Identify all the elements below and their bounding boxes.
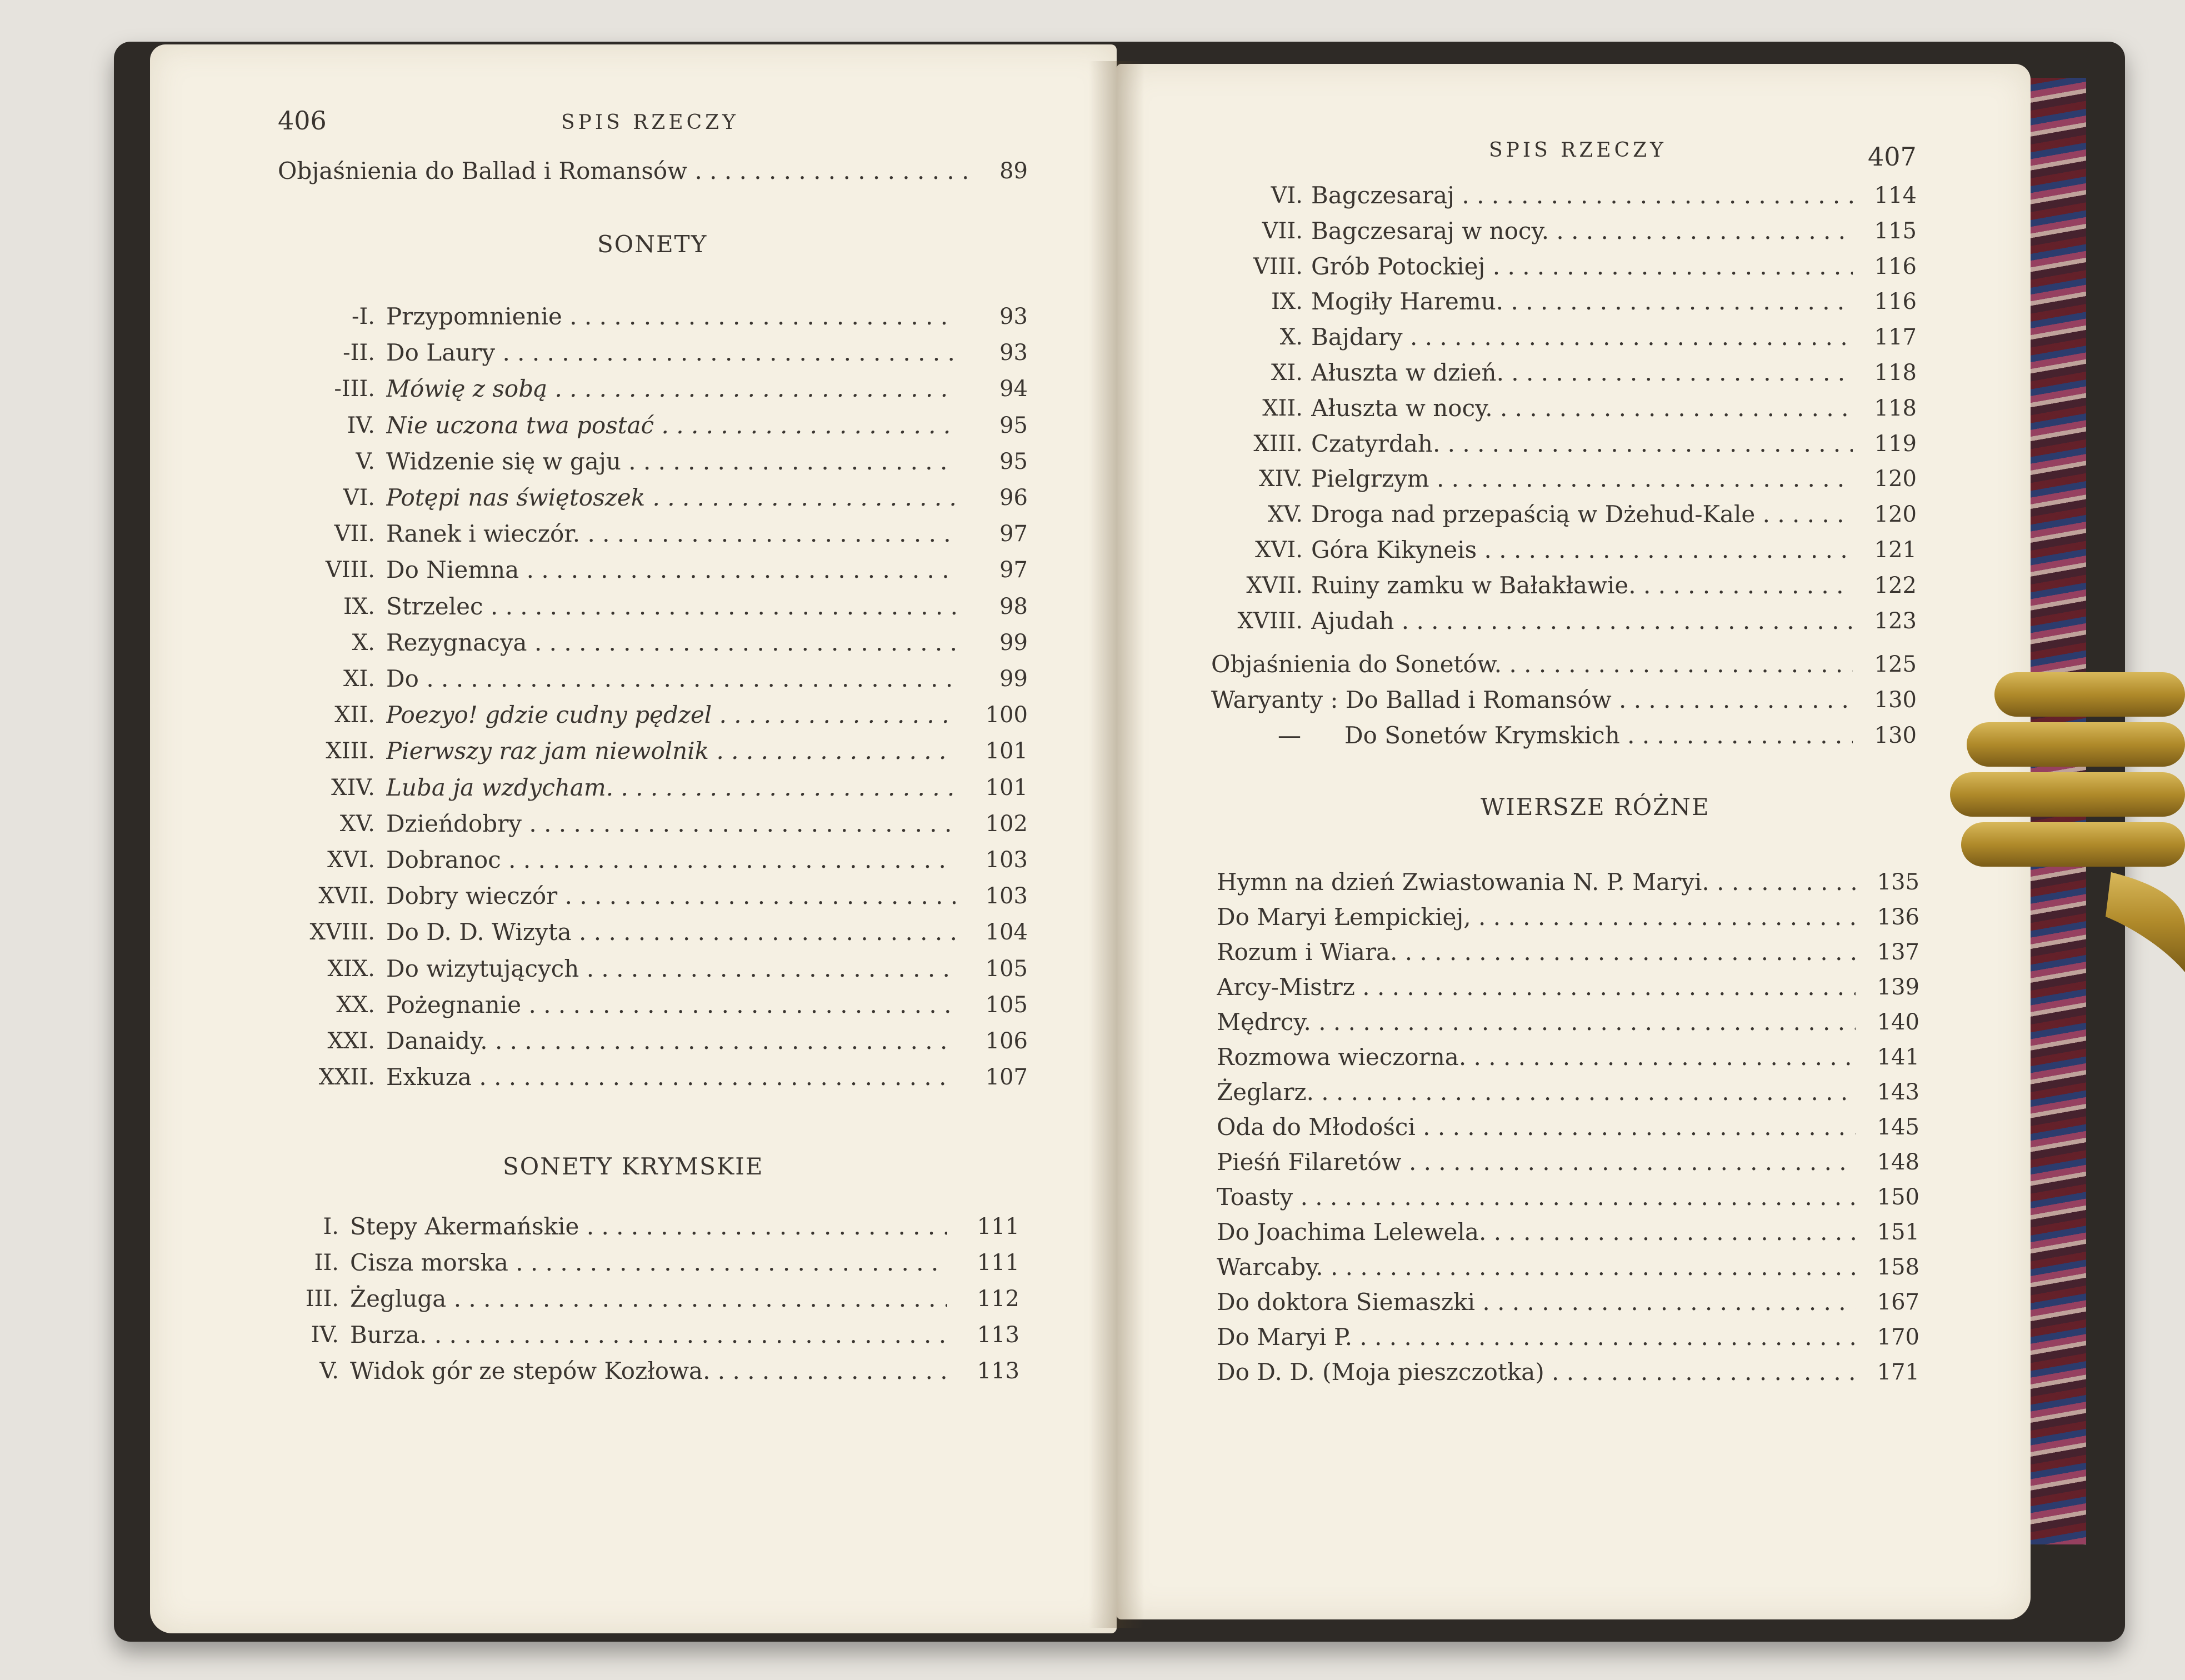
toc-entry-dash: —: [1278, 722, 1301, 749]
toc-entry-number: XII.: [1262, 395, 1303, 421]
toc-entry-title: Widok gór ze stepów Kozłowa. . . .: [350, 1354, 947, 1388]
right-page-number: 407: [1868, 142, 1917, 172]
toc-entry-number: XI.: [343, 666, 375, 692]
toc-entry: [267, 372, 1028, 406]
toc-entry-page: 125: [1874, 652, 1917, 677]
toc-entry-number: XV.: [339, 811, 375, 837]
toc-entry: [1206, 462, 1917, 496]
toc-entry-number: IX.: [1271, 289, 1303, 315]
toc-entry: [267, 952, 1028, 986]
toc-entry: [267, 1282, 1019, 1316]
toc-entry-page: 120: [1874, 466, 1917, 492]
toc-entry-title: Ranek i wieczór. . . .: [386, 517, 956, 551]
toc-entry: [267, 1318, 1019, 1352]
toc-entry-page: 113: [977, 1322, 1019, 1348]
toc-entry-title: Pielgrzym . . .: [1311, 462, 1853, 496]
toc-entry-page: 143: [1877, 1079, 1919, 1105]
toc-entry-number: XIV.: [1259, 466, 1303, 492]
toc-entry-page: 148: [1877, 1149, 1919, 1175]
toc-entry: [1217, 1356, 1919, 1389]
toc-entry: [1217, 971, 1919, 1004]
toc-entry-page: 167: [1877, 1289, 1919, 1315]
toc-entry: [1206, 498, 1917, 531]
toc-entry: [1206, 427, 1917, 461]
toc-entry-number: VII.: [334, 521, 375, 547]
toc-entry-number: XVIII.: [1237, 608, 1303, 634]
left-page-number: 406: [278, 106, 327, 136]
toc-entry: [267, 1354, 1019, 1388]
toc-entry-page: 111: [977, 1250, 1019, 1276]
toc-entry-title: Poezyo! gdzie cudny pędzel . . .: [386, 698, 956, 732]
toc-entry: [1217, 1181, 1919, 1214]
toc-entry-number: X.: [352, 629, 375, 656]
toc-entry-title: Do D. D. (Moja pieszczotka) . . .: [1217, 1356, 1856, 1389]
toc-entry-page: 114: [1874, 183, 1917, 208]
toc-entry-title: Bagczesaraj w nocy. . . .: [1311, 214, 1853, 248]
toc-entry-number: IV.: [347, 412, 375, 438]
toc-entry: [267, 662, 1028, 696]
toc-entry-title: Do Sonetów Krymskich . . .: [1344, 719, 1853, 752]
toc-entry: [267, 771, 1028, 804]
toc-entry-number: V.: [319, 1358, 339, 1384]
toc-entry-number: XX.: [336, 992, 375, 1018]
toc-entry-title: Toasty . . .: [1217, 1181, 1856, 1214]
toc-entry-title: Luba ja wzdycham. . . .: [386, 771, 956, 804]
toc-entry-number: IV.: [311, 1322, 339, 1348]
toc-entry-page: 105: [985, 992, 1028, 1018]
toc-entry-number: XIV.: [331, 774, 375, 801]
toc-entry: [267, 590, 1028, 623]
toc-entry-page: 120: [1874, 502, 1917, 528]
toc-entry-number: -I.: [351, 304, 375, 329]
toc-entry-page: 145: [1877, 1114, 1919, 1140]
toc-entry-number: XVII.: [1246, 572, 1303, 598]
toc-entry: [267, 843, 1028, 877]
toc-entry-title: Oda do Młodości . . .: [1217, 1111, 1856, 1144]
section-heading-wiersze-rozne: WIERSZE RÓŻNE: [1481, 793, 1710, 821]
toc-entry-title: Dzieńdobry . . .: [386, 807, 956, 841]
toc-entry: [267, 553, 1028, 587]
toc-entry: [1206, 179, 1917, 212]
toc-entry-page: 171: [1877, 1359, 1919, 1385]
toc-entry-title: Waryanty : Do Ballad i Romansów . . .: [1211, 683, 1853, 717]
toc-entry-number: XI.: [1271, 360, 1303, 386]
toc-entry: [1206, 604, 1917, 638]
toc-entry-page: 121: [1874, 537, 1917, 563]
toc-entry-number: VIII.: [1253, 253, 1303, 279]
toc-entry: [267, 807, 1028, 841]
toc-entry-title: Strzelec . . .: [386, 590, 956, 623]
toc-entry: [267, 481, 1028, 514]
toc-entry-title: Stepy Akermańskie . . .: [350, 1210, 947, 1243]
toc-entry-page: 96: [999, 485, 1028, 511]
toc-entry-title: Ajudah . . .: [1311, 604, 1853, 638]
toc-entry: [267, 1061, 1028, 1094]
toc-entry-number: XIX.: [327, 956, 375, 982]
toc-entry: [1217, 866, 1919, 899]
toc-entry-title: Bajdary . . .: [1311, 321, 1853, 354]
toc-entry-number: XVI.: [1255, 537, 1303, 563]
toc-entry: [267, 698, 1028, 732]
toc-entry-page: 103: [985, 847, 1028, 873]
toc-entry: [1206, 214, 1917, 248]
toc-entry-number: -III.: [334, 376, 375, 402]
toc-entry-number: V.: [356, 448, 375, 474]
toc-entry-title: Do D. D. Wizyta . . .: [386, 916, 956, 949]
toc-entry-title: Arcy-Mistrz . . .: [1217, 971, 1856, 1004]
toc-entry-title: Widzenie się w gaju . . .: [386, 445, 956, 478]
toc-entry: [267, 300, 1028, 333]
toc-entry: [1217, 1251, 1919, 1284]
toc-entry-title: Żeglarz. . . .: [1217, 1076, 1856, 1109]
toc-entry: [1217, 901, 1919, 934]
toc-entry-number: XVI.: [327, 847, 375, 873]
toc-entry-title: Objaśnienia do Ballad i Romansów . . .: [278, 154, 967, 188]
toc-entry-title: Danaidy. . . .: [386, 1024, 956, 1058]
toc-entry: [1206, 250, 1917, 283]
toc-entry-page: 139: [1877, 974, 1919, 1000]
toc-entry: [267, 517, 1028, 551]
toc-entry-number: XXI.: [327, 1028, 375, 1054]
toc-entry: [267, 1024, 1028, 1058]
toc-entry-page: 95: [999, 412, 1028, 438]
toc-entry: [278, 154, 1028, 188]
toc-entry-page: 113: [977, 1358, 1019, 1384]
toc-entry-page: 136: [1877, 904, 1919, 930]
toc-entry-page: 106: [985, 1028, 1028, 1054]
toc-entry-title: Do Joachima Lelewela. . . .: [1217, 1216, 1856, 1249]
toc-entry-title: Burza. . . .: [350, 1318, 947, 1352]
toc-entry-page: 94: [999, 376, 1028, 402]
toc-entry: [1217, 1076, 1919, 1109]
toc-entry: [267, 336, 1028, 369]
toc-entry-page: 111: [977, 1214, 1019, 1239]
toc-entry: [1206, 392, 1917, 425]
toc-entry: [267, 445, 1028, 478]
toc-entry-number: IX.: [343, 593, 375, 619]
toc-entry: [1206, 285, 1917, 318]
toc-entry-page: 141: [1877, 1044, 1919, 1070]
toc-entry-number: VI.: [1271, 183, 1303, 208]
toc-entry-number: XVII.: [318, 883, 375, 909]
toc-entry-page: 130: [1874, 723, 1917, 748]
toc-entry-number: X.: [1279, 324, 1303, 351]
toc-entry-page: 119: [1874, 431, 1917, 457]
toc-entry-page: 89: [999, 158, 1028, 184]
book-gutter: [1089, 61, 1144, 1628]
toc-entry-title: Żegluga . . .: [350, 1282, 947, 1316]
toc-entry-title: Warcaby. . . .: [1217, 1251, 1856, 1284]
toc-entry-title: Ruiny zamku w Bałakławie. . . .: [1311, 569, 1853, 602]
toc-entry-title: Do Laury . . .: [386, 336, 956, 369]
toc-entry: [1211, 648, 1917, 681]
toc-entry-page: 98: [999, 593, 1028, 619]
toc-entry-number: XXII.: [318, 1064, 375, 1091]
toc-entry-title: Grób Potockiej . . .: [1311, 250, 1853, 283]
toc-entry-number: II.: [314, 1250, 339, 1276]
toc-entry-title: Góra Kikyneis . . .: [1311, 533, 1853, 567]
toc-entry-title: Nie uczona twa postać . . .: [386, 409, 956, 442]
toc-entry-title: Do Maryi P. . . .: [1217, 1321, 1856, 1354]
toc-entry-title: Do wizytujących . . .: [386, 952, 956, 986]
toc-entry-number: VII.: [1262, 218, 1303, 244]
toc-entry-title: Mędrcy. . . .: [1217, 1006, 1856, 1039]
toc-entry-number: XIII.: [1253, 431, 1303, 457]
toc-entry: [1217, 1041, 1919, 1074]
toc-entry-page: 115: [1874, 218, 1917, 244]
toc-entry-page: 104: [985, 919, 1028, 946]
toc-entry-page: 116: [1874, 289, 1917, 315]
toc-entry-page: 118: [1874, 395, 1917, 421]
toc-entry-page: 123: [1874, 608, 1917, 634]
toc-entry-title: Pieśń Filaretów . . .: [1217, 1146, 1856, 1179]
toc-entry-page: 100: [985, 702, 1028, 728]
toc-entry-page: 150: [1877, 1184, 1919, 1210]
toc-entry: [1217, 1006, 1919, 1039]
toc-entry-page: 130: [1874, 687, 1917, 713]
toc-entry: [1211, 719, 1917, 752]
toc-entry-title: Bagczesaraj . . .: [1311, 179, 1853, 212]
toc-entry-title: Przypomnienie . . .: [386, 300, 956, 333]
toc-entry-page: 107: [985, 1064, 1028, 1091]
toc-entry-page: 101: [985, 738, 1028, 764]
toc-entry-number: XIII.: [326, 738, 375, 764]
toc-entry: [267, 734, 1028, 768]
toc-entry: [267, 409, 1028, 442]
toc-entry-page: 105: [985, 956, 1028, 982]
toc-entry-title: Hymn na dzień Zwiastowania N. P. Maryi. . . .: [1217, 866, 1856, 899]
toc-entry-title: Mogiły Haremu. . . .: [1311, 285, 1853, 318]
section-heading-sonety: SONETY: [597, 231, 708, 258]
toc-entry-number: -II.: [343, 340, 375, 366]
toc-entry-title: Objaśnienia do Sonetów. . . .: [1211, 648, 1853, 681]
toc-entry: [1206, 569, 1917, 602]
toc-entry: [1217, 936, 1919, 969]
toc-entry-page: 151: [1877, 1219, 1919, 1245]
section-heading-sonety-krymskie: SONETY KRYMSKIE: [503, 1153, 764, 1180]
toc-entry-title: Dobranoc . . .: [386, 843, 956, 877]
toc-entry-title: Do Niemna . . .: [386, 553, 956, 587]
toc-entry: [267, 1210, 1019, 1243]
toc-entry-page: 116: [1874, 253, 1917, 279]
toc-entry-number: VI.: [343, 485, 375, 511]
toc-entry-title: Czatyrdah. . . .: [1311, 427, 1853, 461]
toc-entry-page: 117: [1874, 324, 1917, 351]
toc-entry-title: Do . . .: [386, 662, 956, 696]
toc-entry-title: Cisza morska . . .: [350, 1246, 947, 1279]
toc-entry-page: 93: [999, 304, 1028, 329]
toc-entry: [1217, 1146, 1919, 1179]
toc-entry: [267, 626, 1028, 659]
toc-entry: [267, 988, 1028, 1022]
toc-entry-number: III.: [305, 1286, 339, 1312]
toc-entry: [1206, 321, 1917, 354]
toc-entry-title: Dobry wieczór . . .: [386, 879, 956, 913]
brass-page-holder: [1944, 639, 2185, 994]
toc-entry-page: 118: [1874, 360, 1917, 386]
toc-entry: [1217, 1286, 1919, 1319]
toc-entry-page: 112: [977, 1286, 1019, 1312]
toc-entry-number: XVIII.: [309, 919, 375, 946]
toc-entry-title: Rozum i Wiara. . . .: [1217, 936, 1856, 969]
toc-entry-number: XV.: [1267, 502, 1303, 528]
toc-entry-title: Do doktora Siemaszki . . .: [1217, 1286, 1856, 1319]
toc-entry-page: 102: [985, 811, 1028, 837]
toc-entry-title: Pożegnanie . . .: [386, 988, 956, 1022]
right-running-header: SPIS RZECZY: [1489, 139, 1667, 162]
toc-entry-page: 135: [1877, 869, 1919, 895]
toc-entry-page: 140: [1877, 1009, 1919, 1035]
toc-entry-page: 97: [999, 521, 1028, 547]
toc-entry-title: Droga nad przepaścią w Dżehud-Kale . . .: [1311, 498, 1853, 531]
toc-entry-number: VIII.: [325, 557, 375, 583]
toc-entry-page: 97: [999, 557, 1028, 583]
toc-entry-page: 99: [999, 666, 1028, 692]
toc-entry-page: 99: [999, 629, 1028, 656]
toc-entry: [1206, 356, 1917, 389]
toc-entry: [267, 879, 1028, 913]
left-running-header: SPIS RZECZY: [561, 111, 739, 134]
toc-entry-title: Mówię z sobą . . .: [386, 372, 956, 406]
toc-entry: [1217, 1216, 1919, 1249]
toc-entry: [1206, 533, 1917, 567]
toc-entry-title: Ałuszta w dzień. . . .: [1311, 356, 1853, 389]
toc-entry-title: Do Maryi Łempickiej, . . .: [1217, 901, 1856, 934]
toc-entry-number: XII.: [334, 702, 375, 728]
toc-entry-page: 158: [1877, 1254, 1919, 1280]
toc-entry-title: Rezygnacya . . .: [386, 626, 956, 659]
toc-entry-page: 101: [985, 774, 1028, 801]
toc-entry-title: Potępi nas świętoszek . . .: [386, 481, 956, 514]
toc-entry: [1217, 1321, 1919, 1354]
toc-entry: [1217, 1111, 1919, 1144]
toc-entry: [1211, 683, 1917, 717]
toc-entry-title: Pierwszy raz jam niewolnik . . .: [386, 734, 956, 768]
toc-entry-page: 103: [985, 883, 1028, 909]
toc-entry-title: Rozmowa wieczorna. . . .: [1217, 1041, 1856, 1074]
toc-entry-page: 170: [1877, 1324, 1919, 1350]
toc-entry-number: I.: [323, 1214, 339, 1239]
toc-entry-title: Ałuszta w nocy. . . .: [1311, 392, 1853, 425]
toc-entry-page: 122: [1874, 572, 1917, 598]
toc-entry: [267, 1246, 1019, 1279]
toc-entry-page: 95: [999, 448, 1028, 474]
toc-entry-page: 93: [999, 340, 1028, 366]
toc-entry: [267, 916, 1028, 949]
toc-entry-title: Exkuza . . .: [386, 1061, 956, 1094]
toc-entry-page: 137: [1877, 939, 1919, 965]
